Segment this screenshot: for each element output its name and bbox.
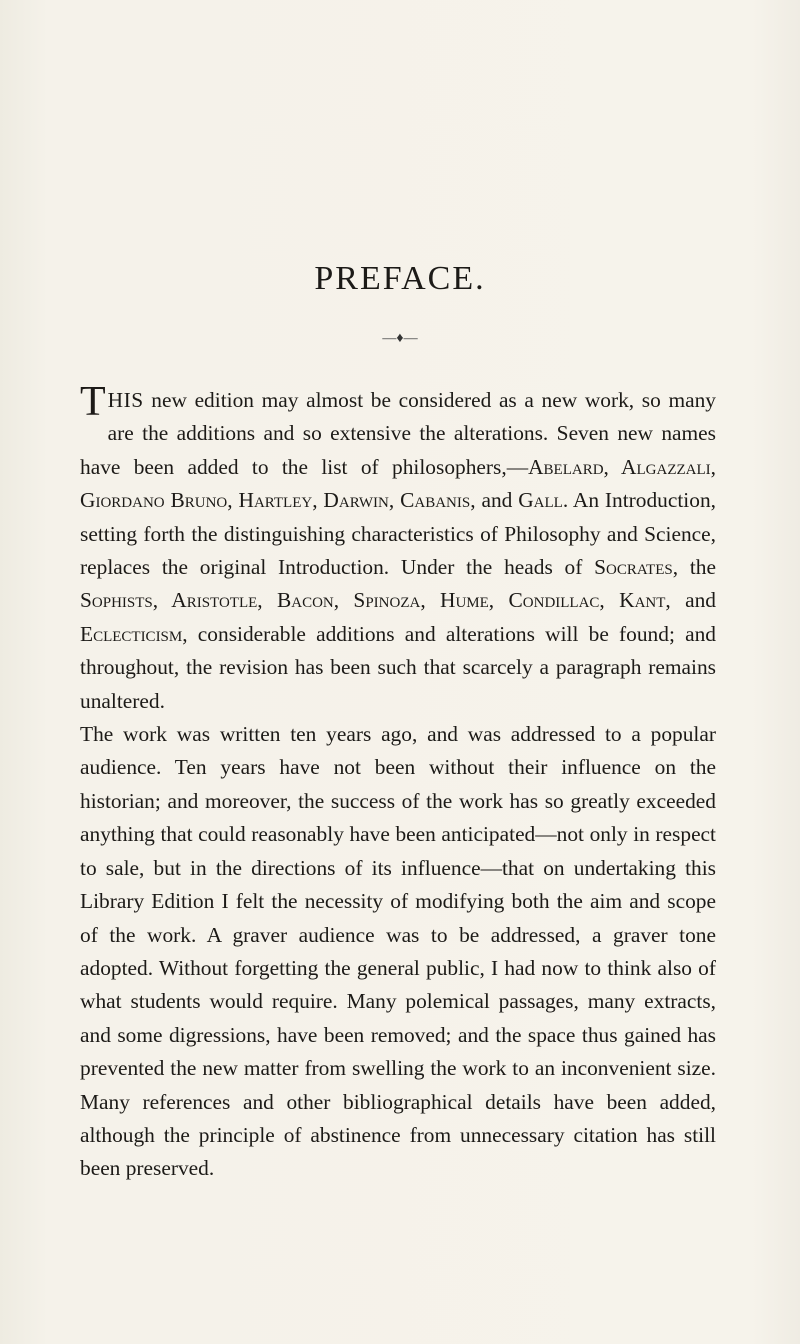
text-segment: considerable additions and alterations will be found; and throughout, the revision has been such that scarcely a paragraph remains unaltered. bbox=[80, 621, 716, 713]
philosopher-names: Socrates, bbox=[594, 555, 679, 580]
philosopher-names: Gall. bbox=[518, 488, 569, 513]
text-segment: the bbox=[678, 555, 716, 580]
text-segment: new edition may almost be considered as a new work, so many are the additions and so extensive the alterations. Seven new names have been added to the list of philosophers,— bbox=[80, 388, 716, 479]
philosopher-names: Abelard, Algazzali, Giordano Bruno, Hartley, Darwin, Cabanis, bbox=[80, 454, 716, 513]
paragraph-1 bbox=[80, 379, 717, 718]
text-segment: and bbox=[670, 588, 717, 613]
text-segment: An Introduction, setting forth the distinguishing characteristics of Philosophy and Science, replaces the original Introduction. Under the heads of bbox=[80, 488, 716, 580]
philosopher-names: Eclecticism, bbox=[80, 621, 188, 646]
text-segment: and bbox=[475, 488, 519, 513]
page-title: PREFACE. bbox=[314, 260, 486, 297]
paragraph-2: The work was written ten years ago, and was addressed to a popular audience. Ten years have not been without their influence on the historian; and moreover, the success of the work has so greatly exceeded anything that could reasonably have been anticipated—not only in respect to sale, but in the directions of its influence—that on undertaking this Library Edition I felt the necessity of modifying both the aim and scope of the work. A graver audience was to be addressed, a graver tone adopted. Without forgetting the general public, I had now to think also of what students would require. Many polemical passages, many extracts, and some digressions, have been removed; and the space thus gained has prevented the new matter from swelling the work to an inconvenient size. Many references and other bibliographical details have been added, although the principle of abstinence from unnecessary citation has still been preserved. bbox=[80, 722, 716, 1181]
preface-body bbox=[80, 379, 717, 1186]
drop-cap: T bbox=[80, 379, 106, 425]
ornament-divider: —♦— bbox=[382, 331, 418, 346]
philosopher-names: Sophists, Aristotle, Bacon, Spinoza, Hume, Condillac, Kant, bbox=[80, 588, 671, 613]
lead-word: HIS bbox=[107, 388, 144, 412]
